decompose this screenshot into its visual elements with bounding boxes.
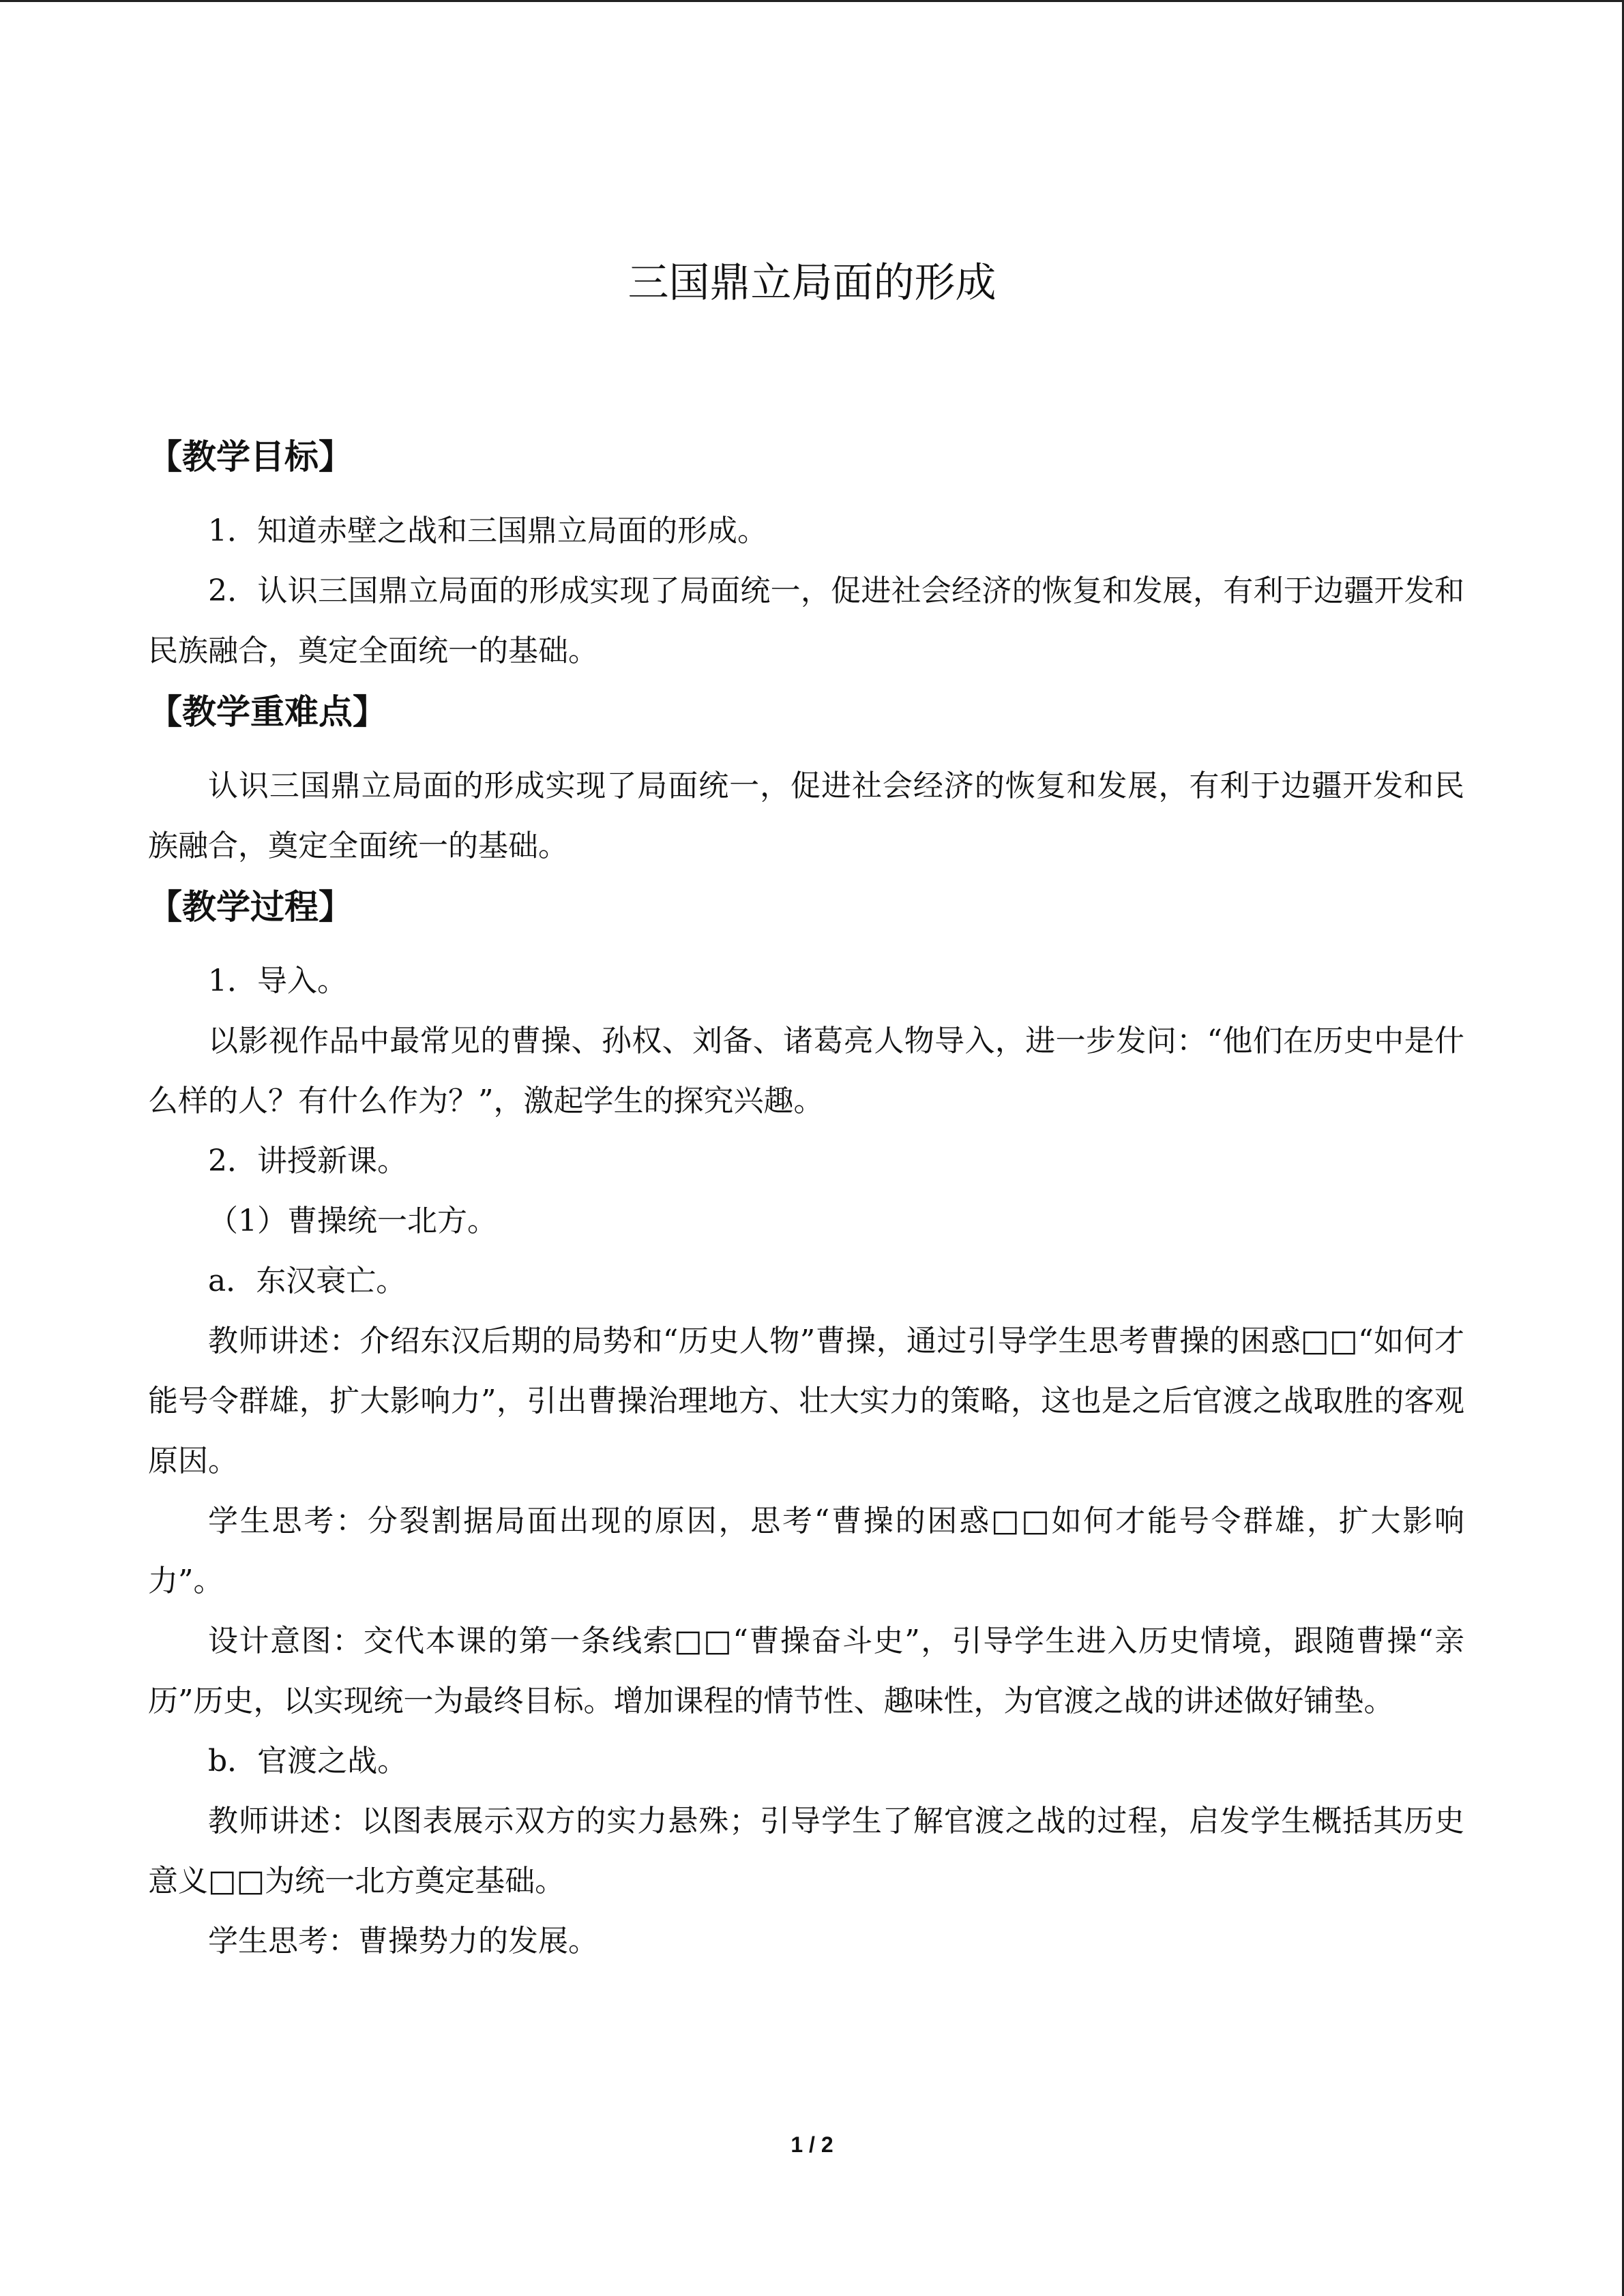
teacher-narration-a: 教师讲述：介绍东汉后期的局势和“历史人物”曹操，通过引导学生思考曹操的困惑□□“如何才能号令群雄，扩大影响力”，引出曹操治理地方、壮大实力的策略，这也是之后官渡之战取胜的客观原因。 bbox=[148, 1324, 1464, 1478]
document-title: 三国鼎立局面的形成 bbox=[628, 259, 996, 307]
student-thinking-b: 学生思考：曹操势力的发展。 bbox=[208, 1924, 598, 1958]
objectives-item-1: 1．知道赤壁之战和三国鼎立局面的形成。 bbox=[208, 513, 767, 548]
process-step-new-lesson: 2．讲授新课。 bbox=[208, 1144, 407, 1178]
student-thinking-a: 学生思考：分裂割据局面出现的原因，思考“曹操的困惑□□如何才能号令群雄，扩大影响力”。 bbox=[148, 1504, 1464, 1598]
design-intent-a: 设计意图：交代本课的第一条线索□□“曹操奋斗史”，引导学生进入历史情境，跟随曹操“亲历”历史，以实现统一为最终目标。增加课程的情节性、趣味性，为官渡之战的讲述做好铺垫。 bbox=[148, 1624, 1464, 1718]
process-intro-text: 以影视作品中最常见的曹操、孙权、刘备、诸葛亮人物导入，进一步发问：“他们在历史中是什么样的人？有什么作为？”，激起学生的探究兴趣。 bbox=[148, 1024, 1464, 1118]
key-points-paragraph: 认识三国鼎立局面的形成实现了局面统一，促进社会经济的恢复和发展，有利于边疆开发和民族融合，奠定全面统一的基础。 bbox=[148, 769, 1464, 863]
section-heading-objectives: 【教学目标】 bbox=[148, 437, 353, 477]
page-top-border bbox=[0, 0, 1624, 2]
section-heading-process: 【教学过程】 bbox=[148, 887, 353, 927]
process-step-intro: 1．导入。 bbox=[208, 964, 347, 998]
teacher-narration-b: 教师讲述：以图表展示双方的实力悬殊；引导学生了解官渡之战的过程，启发学生概括其历史意义□□为统一北方奠定基础。 bbox=[148, 1804, 1464, 1898]
document-body bbox=[148, 426, 1464, 1971]
process-subsection-1: （1）曹操统一北方。 bbox=[208, 1204, 497, 1238]
page-number: 1 / 2 bbox=[791, 2132, 833, 2157]
process-item-b: b．官渡之战。 bbox=[208, 1744, 408, 1778]
objectives-item-2: 2．认识三国鼎立局面的形成实现了局面统一，促进社会经济的恢复和发展，有利于边疆开发和民族融合，奠定全面统一的基础。 bbox=[148, 573, 1464, 668]
process-item-a: a．东汉衰亡。 bbox=[208, 1264, 407, 1298]
section-heading-key-points: 【教学重难点】 bbox=[148, 692, 387, 732]
